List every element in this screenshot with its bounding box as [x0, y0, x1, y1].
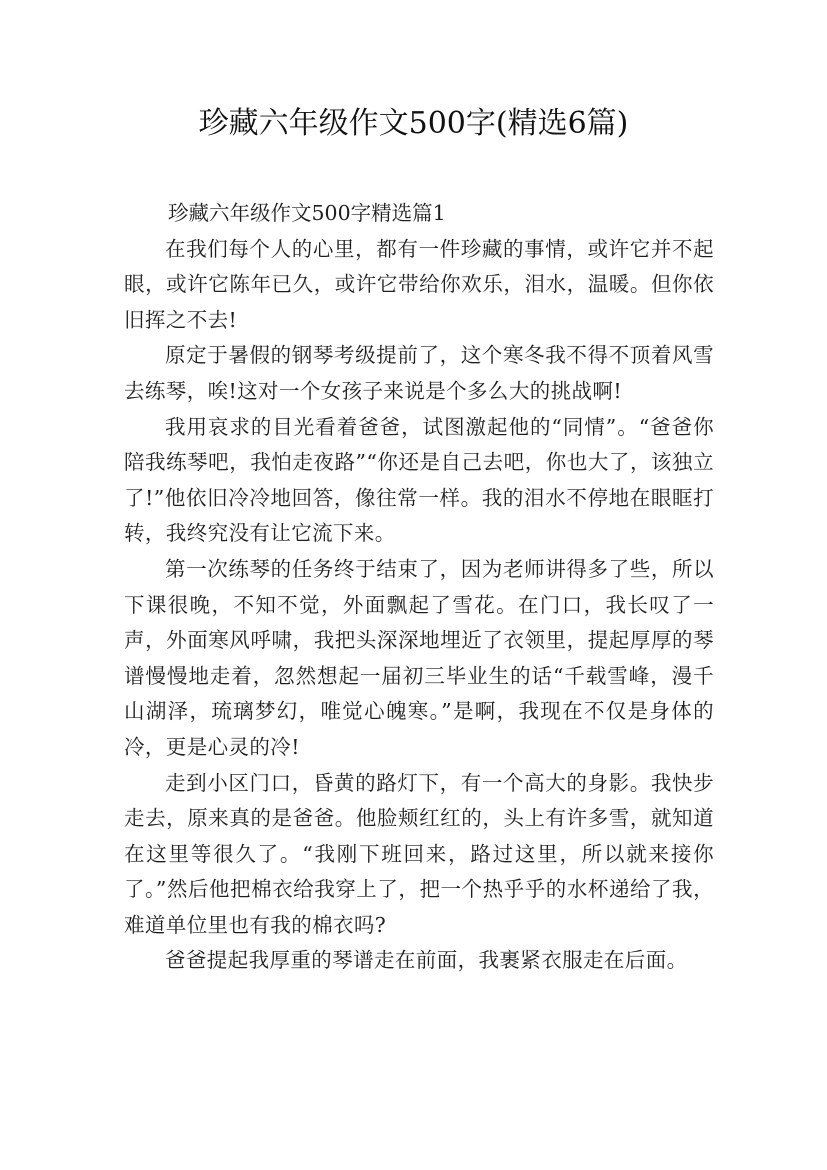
paragraph-3: 我用哀求的目光看着爸爸，试图激起他的“同情”。“爸爸你陪我练琴吧，我怕走夜路”“你还是自己去吧，你也大了，该独立了!”他依旧冷冷地回答，像往常一样。我的泪水不停地在眼眶打转，我终究没有让它流下来。 — [124, 414, 714, 546]
paragraph-5: 走到小区门口，昏黄的路灯下，有一个高大的身影。我快步走去，原来真的是爸爸。他脸颊红红的，头上有许多雪，就知道在这里等很久了。“我刚下班回来，路过这里，所以就来接你了。”然后他把棉衣给我穿上了，把一个热乎乎的水杯递给了我，难道单位里也有我的棉衣吗? — [124, 770, 714, 937]
paragraph-6: 爸爸提起我厚重的琴谱走在前面，我裹紧衣服走在后面。 — [165, 948, 688, 973]
section-heading: 珍藏六年级作文500字精选篇1 — [168, 201, 446, 225]
paragraph-2: 原定于暑假的钢琴考级提前了，这个寒冬我不得不顶着风雪去练琴，唉!这对一个女孩子来说是个多么大的挑战啊! — [124, 343, 714, 403]
document-body — [124, 196, 714, 979]
paragraph-1: 在我们每个人的心里，都有一件珍藏的事情，或许它并不起眼，或许它陈年已久，或许它带给你欢乐，泪水，温暖。但你依旧挥之不去! — [124, 236, 714, 332]
document-title: 珍藏六年级作文500字(精选6篇) — [198, 106, 629, 141]
paragraph-4: 第一次练琴的任务终于结束了，因为老师讲得多了些，所以下课很晚，不知不觉，外面飘起了雪花。在门口，我长叹了一声，外面寒风呼啸，我把头深深地埋近了衣领里，提起厚厚的琴谱慢慢地走着，忽然想起一届初三毕业生的话“千载雪峰，漫千山湖泽，琉璃梦幻，唯觉心魄寒。”是啊，我现在不仅是身体的冷，更是心灵的冷! — [124, 556, 714, 759]
